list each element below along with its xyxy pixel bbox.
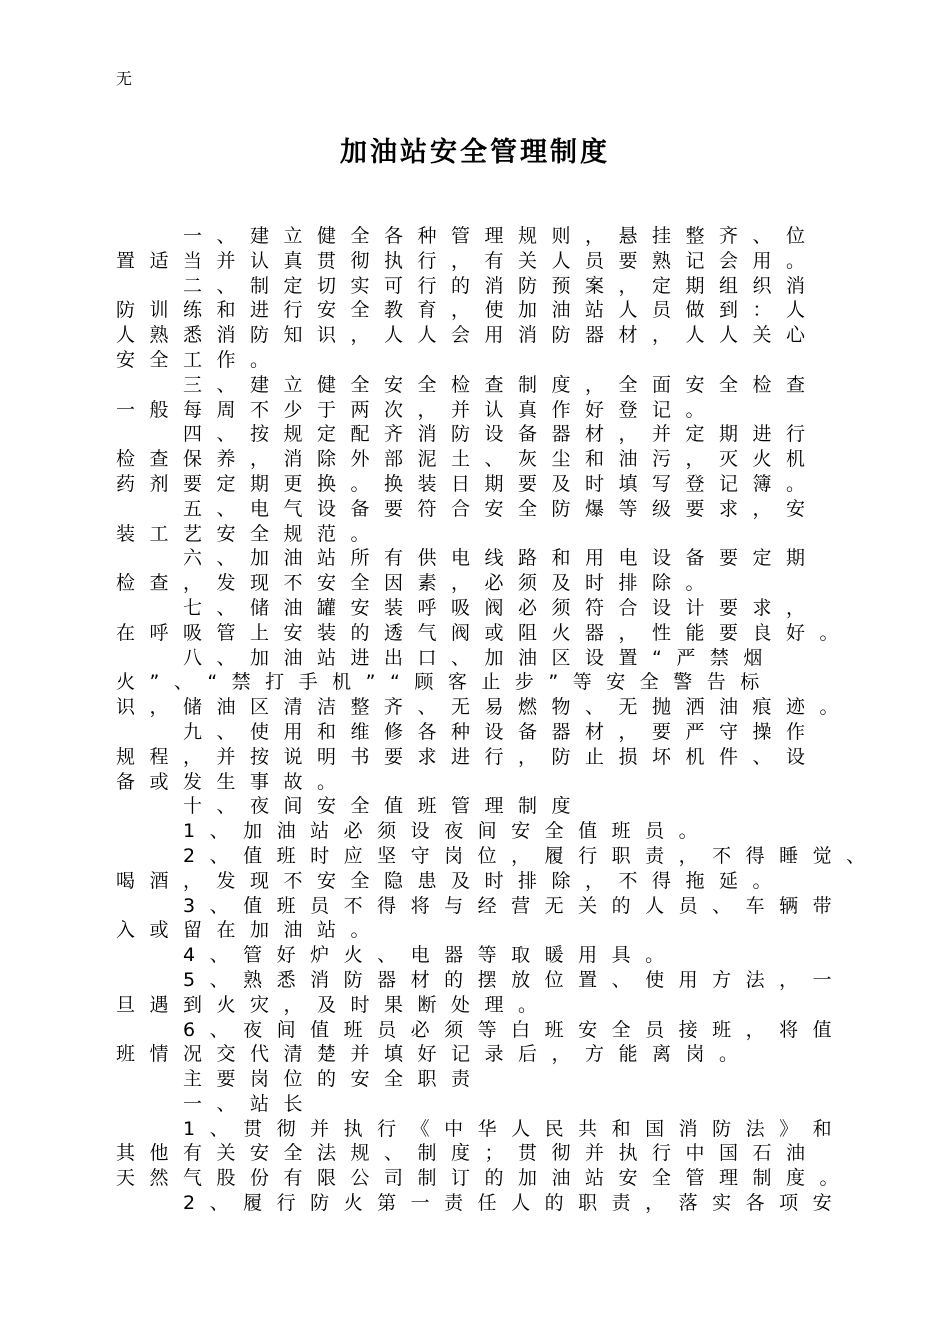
body-line: 装工艺安全规范。 bbox=[116, 522, 385, 545]
body-line: 火”、“禁打手机”“顾客止步”等安全警告标 bbox=[116, 671, 774, 694]
body-line: 6、夜间值班员必须等白班安全员接班，将值 bbox=[183, 1018, 847, 1041]
body-line: 备或发生事故。 bbox=[116, 770, 351, 793]
body-line: 主要岗位的安全职责 bbox=[183, 1068, 485, 1091]
body-line: 置适当并认真贯彻执行，有关人员要熟记会用。 bbox=[116, 249, 820, 272]
body-line: 安全工作。 bbox=[116, 348, 284, 371]
body-line: 其他有关安全法规、制度；贯彻并执行中国石油 bbox=[116, 1142, 820, 1165]
body-line: 二、制定切实可行的消防预案，定期组织消 bbox=[183, 274, 820, 297]
body-line: 检查保养，消除外部泥土、灰尘和油污，灭火机 bbox=[116, 448, 820, 471]
body-line: 一、站长 bbox=[183, 1092, 318, 1115]
body-line: 九、使用和维修各种设备器材，要严守操作 bbox=[183, 720, 820, 743]
body-line: 三、建立健全安全检查制度，全面安全检查 bbox=[183, 373, 820, 396]
body-line: 天然气股份有限公司制订的加油站安全管理制度。 bbox=[116, 1167, 854, 1190]
body-line: 在呼吸管上安装的透气阀或阻火器，性能要良好。 bbox=[116, 621, 854, 644]
body-line: 防训练和进行安全教育，使加油站人员做到：人 bbox=[116, 299, 820, 322]
body-line: 规程，并按说明书要求进行，防止损坏机件、设 bbox=[116, 745, 820, 768]
document-body bbox=[116, 224, 880, 1216]
body-line: 5、熟悉消防器材的摆放位置、使用方法，一 bbox=[183, 968, 847, 991]
body-line: 人熟悉消防知识，人人会用消防器材，人人关心 bbox=[116, 324, 820, 347]
header-mark: 无 bbox=[116, 69, 133, 88]
body-line: 4、管好炉火、电器等取暖用具。 bbox=[183, 944, 679, 967]
body-line: 七、储油罐安装呼吸阀必须符合设计要求， bbox=[183, 596, 820, 619]
body-line: 一般每周不少于两次，并认真作好登记。 bbox=[116, 398, 720, 421]
body-line: 1、贯彻并执行《中华人民共和国消防法》和 bbox=[183, 1117, 847, 1140]
body-line: 六、加油站所有供电线路和用电设备要定期 bbox=[183, 547, 820, 570]
body-line: 入或留在加油站。 bbox=[116, 919, 385, 942]
body-line: 识，储油区清洁整齐、无易燃物、无抛洒油痕迹。 bbox=[116, 696, 854, 719]
body-line: 1、加油站必须设夜间安全值班员。 bbox=[183, 820, 713, 843]
body-line: 一、建立健全各种管理规则，悬挂整齐、位 bbox=[183, 225, 820, 247]
body-line: 2、履行防火第一责任人的职责，落实各项安 bbox=[183, 1192, 847, 1215]
document-title: 加油站安全管理制度 bbox=[340, 137, 610, 168]
body-line: 班情况交代清楚并填好记录后，方能离岗。 bbox=[116, 1043, 753, 1066]
body-line: 旦遇到火灾，及时果断处理。 bbox=[116, 993, 552, 1016]
body-line: 五、电气设备要符合安全防爆等级要求，安 bbox=[183, 497, 820, 520]
body-line: 十、夜间安全值班管理制度 bbox=[183, 795, 586, 818]
body-line: 喝酒，发现不安全隐患及时排除，不得拖延。 bbox=[116, 869, 787, 892]
body-line: 药剂要定期更换。换装日期要及时填写登记簿。 bbox=[116, 472, 820, 495]
body-line: 八、加油站进出口、加油区设置“严禁烟 bbox=[183, 646, 777, 669]
body-line: 检查，发现不安全因素，必须及时排除。 bbox=[116, 572, 720, 595]
body-line: 2、值班时应坚守岗位，履行职责，不得睡觉、 bbox=[183, 844, 880, 867]
body-line: 3、值班员不得将与经营无关的人员、车辆带 bbox=[183, 894, 847, 917]
body-line: 四、按规定配齐消防设备器材，并定期进行 bbox=[183, 423, 820, 446]
